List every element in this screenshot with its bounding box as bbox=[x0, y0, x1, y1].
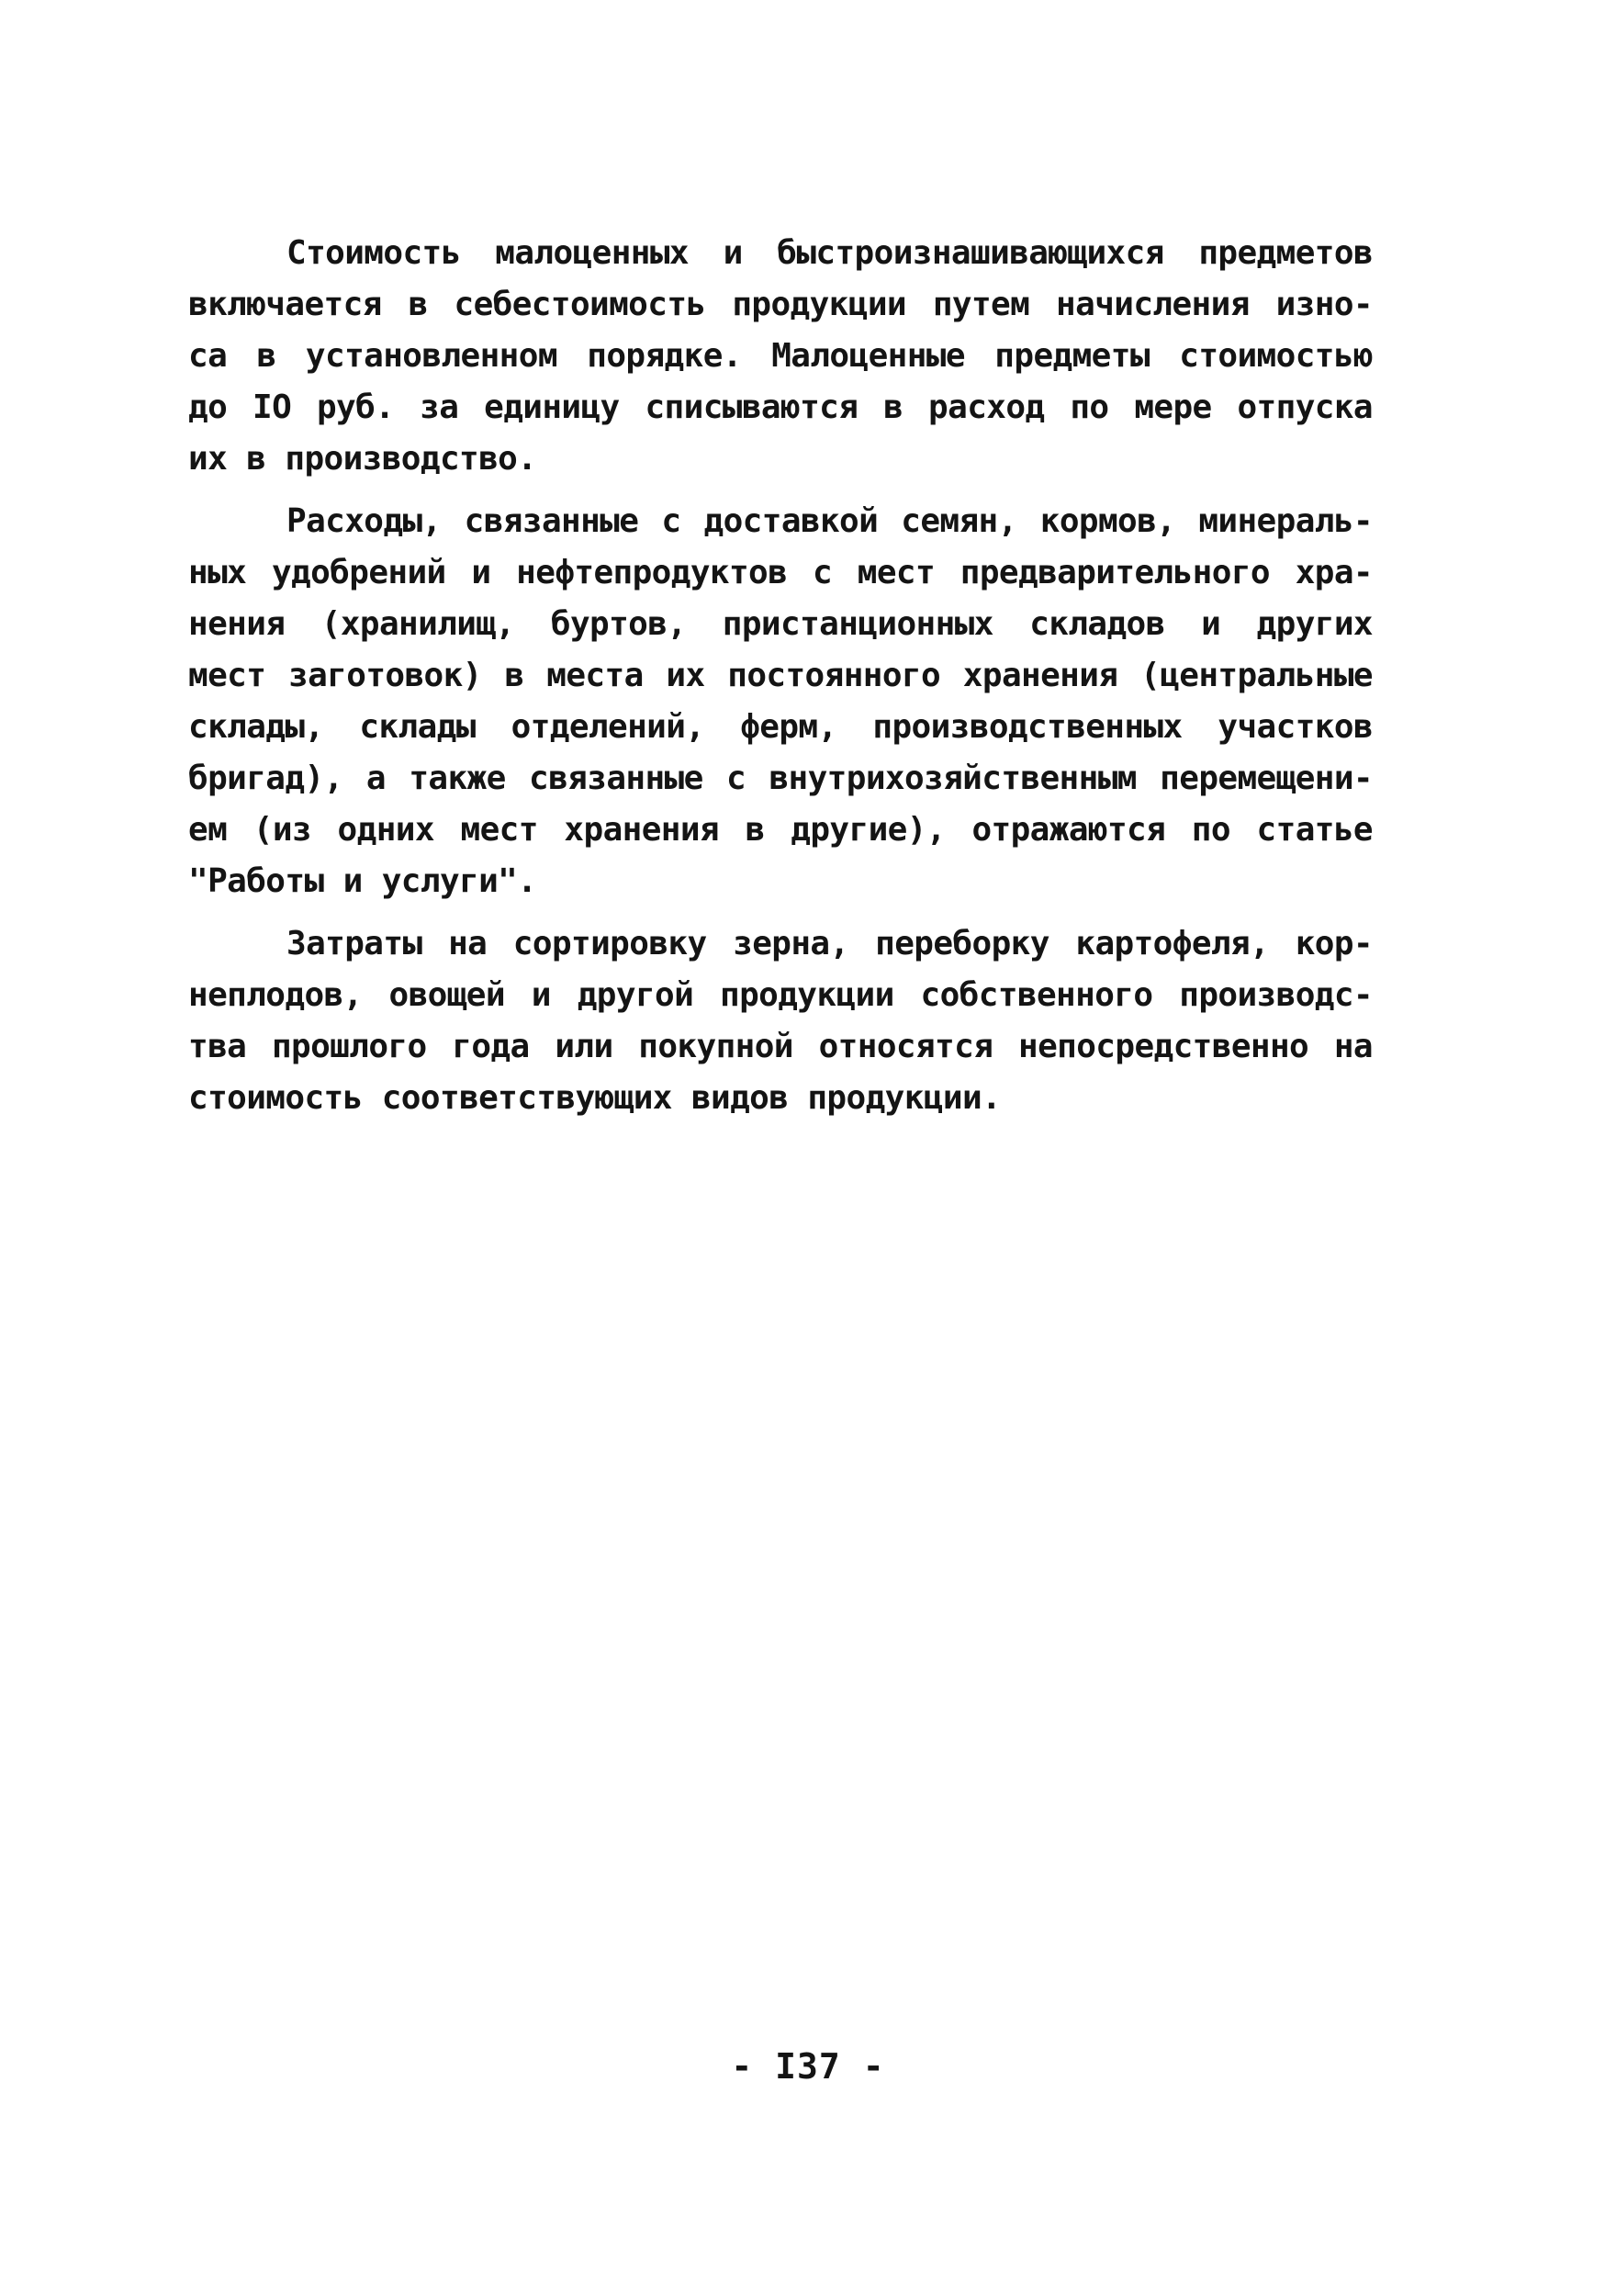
paragraph-gap bbox=[188, 907, 1373, 918]
text-line: бригад), а также связанные с внутрихозяйственным перемещени- bbox=[188, 760, 1373, 797]
text-line: тва прошлого года или покупной относятся непосредственно на bbox=[188, 1028, 1373, 1065]
text-line: са в установленном порядке. Малоценные предметы стоимостью bbox=[188, 337, 1373, 375]
text-line: мест заготовок) в места их постоянного хранения (центральные bbox=[188, 657, 1373, 694]
text-line: их в производство. bbox=[188, 440, 537, 478]
text-line: "Работы и услуги". bbox=[188, 862, 537, 900]
text-line: до IO руб. за единицу списываются в расход по мере отпуска bbox=[188, 388, 1373, 426]
text-line: Расходы, связанные с доставкой семян, кормов, минераль- bbox=[286, 502, 1373, 540]
paragraph-1 bbox=[188, 228, 1373, 485]
text-line: ем (из одних мест хранения в другие), отражаются по статье bbox=[188, 811, 1373, 849]
text-line: неплодов, овощей и другой продукции собственного производс- bbox=[188, 976, 1373, 1014]
text-line: стоимость соответствующих видов продукции. bbox=[188, 1079, 1002, 1117]
body-text bbox=[188, 228, 1373, 1124]
paragraph-gap bbox=[188, 485, 1373, 496]
page-number: - I37 - bbox=[731, 2046, 885, 2087]
text-line: нения (хранилищ, буртов, пристанционных складов и других bbox=[188, 605, 1373, 643]
paragraph-2 bbox=[188, 496, 1373, 907]
text-line: включается в себестоимость продукции путем начисления изно- bbox=[188, 286, 1373, 323]
text-line: склады, склады отделений, ферм, производственных участков bbox=[188, 708, 1373, 746]
text-line: Стоимость малоценных и быстроизнашивающихся предметов bbox=[286, 234, 1373, 272]
text-line: Затраты на сортировку зерна, переборку картофеля, кор- bbox=[286, 925, 1373, 962]
text-line: ных удобрений и нефтепродуктов с мест предварительного хра- bbox=[188, 554, 1373, 591]
paragraph-3 bbox=[188, 918, 1373, 1124]
